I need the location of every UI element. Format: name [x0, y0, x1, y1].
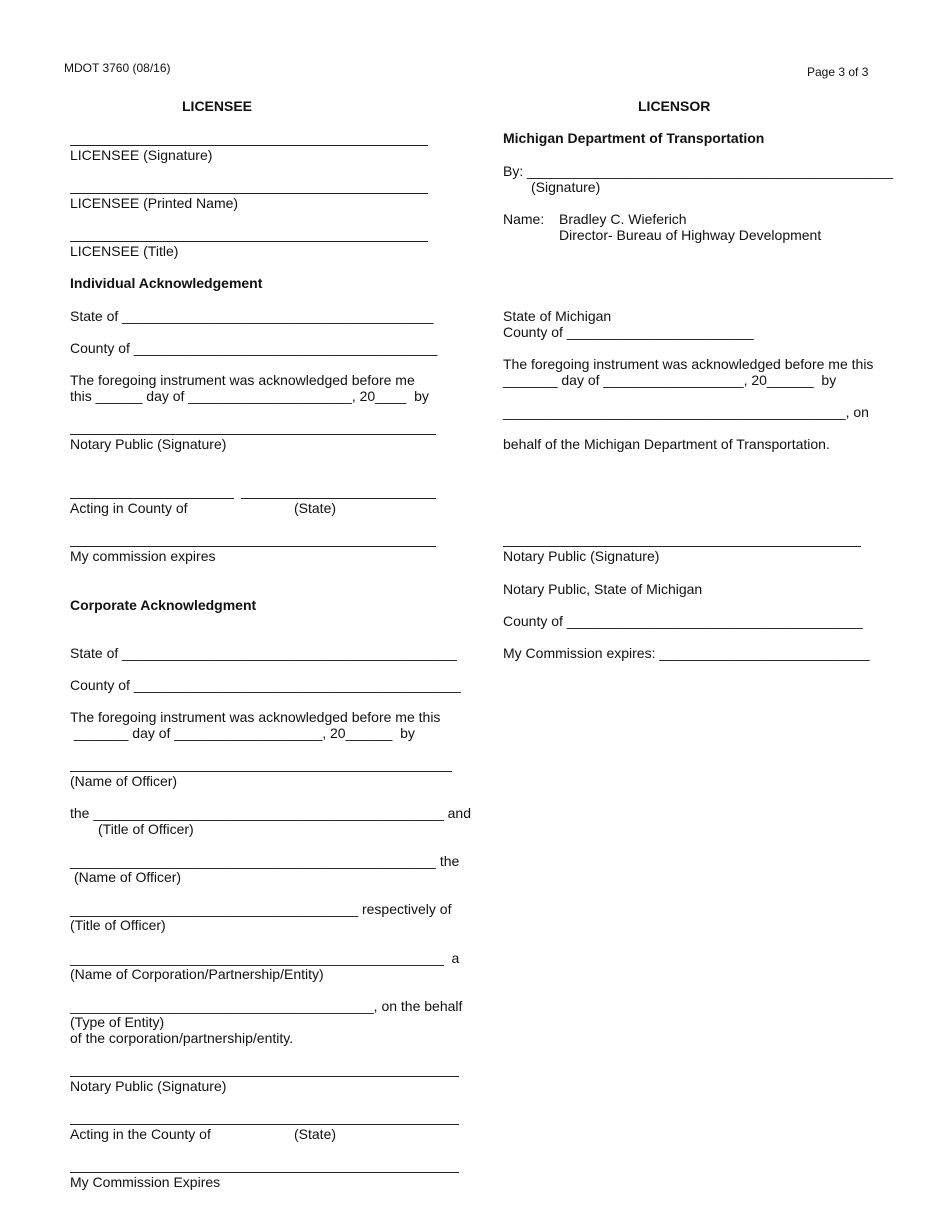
licensee-printed-name-line[interactable] [70, 193, 428, 194]
individual-notary-signature-label: Notary Public (Signature) [70, 436, 227, 452]
licensor-notary-signature-line[interactable] [503, 546, 861, 547]
licensor-acknowledger-field[interactable]: ____________________________________________, on [503, 404, 869, 420]
corporate-second-officer-label: (Name of Officer) [74, 869, 182, 885]
individual-state-field[interactable]: State of ________________________________________ [70, 308, 434, 324]
licensor-heading: LICENSOR [638, 98, 711, 114]
corporate-entity-type-label: (Type of Entity) [70, 1014, 165, 1030]
corporate-second-officer-field[interactable]: _______________________________________________ the [70, 853, 460, 869]
corporate-officer-name-label: (Name of Officer) [70, 773, 178, 789]
licensor-signature-label: (Signature) [531, 179, 601, 195]
individual-acting-county-label: Acting in County of [70, 500, 188, 516]
individual-state-label: (State) [294, 500, 337, 516]
licensor-notary-signature-label: Notary Public (Signature) [503, 548, 660, 564]
corporate-date-field[interactable]: _______ day of ___________________, 20______ by [70, 725, 415, 741]
corporate-commission-line[interactable] [70, 1172, 459, 1173]
corporate-acting-county-line[interactable] [70, 1124, 459, 1125]
corporate-acting-county-label: Acting in the County of [70, 1126, 211, 1142]
corporate-county-field[interactable]: County of __________________________________________ [70, 677, 461, 693]
licensor-county-field[interactable]: County of ________________________ [503, 324, 754, 340]
licensee-signature-label: LICENSEE (Signature) [70, 147, 213, 163]
corporate-acknowledgment-heading: Corporate Acknowledgment [70, 597, 257, 613]
individual-commission-line[interactable] [70, 546, 436, 547]
individual-date-field[interactable]: this ______ day of _____________________, 20____ by [70, 388, 429, 404]
licensor-by-field[interactable]: By: _______________________________________________ [503, 163, 894, 179]
licensor-behalf-text: behalf of the Michigan Department of Transportation. [503, 436, 830, 452]
corporate-foregoing-text: The foregoing instrument was acknowledged before me this [70, 709, 441, 725]
corporate-officer-title-field[interactable]: the _____________________________________________ and [70, 805, 471, 821]
corporate-commission-label: My Commission Expires [70, 1174, 221, 1190]
corporate-officer-name-line[interactable] [70, 771, 452, 772]
individual-notary-signature-line[interactable] [70, 434, 436, 435]
corporate-notary-signature-line[interactable] [70, 1076, 459, 1077]
corporate-notary-signature-label: Notary Public (Signature) [70, 1078, 227, 1094]
corporate-respectively-field[interactable]: _____________________________________ respectively of [70, 901, 452, 917]
individual-acting-county-line[interactable] [70, 498, 234, 499]
corporate-entity-name-label: (Name of Corporation/Partnership/Entity) [70, 966, 324, 982]
licensor-date-field[interactable]: _______ day of __________________, 20______ by [503, 372, 837, 388]
corporate-state-label: (State) [294, 1126, 337, 1142]
licensee-title-label: LICENSEE (Title) [70, 243, 179, 259]
corporate-entity-text: of the corporation/partnership/entity. [70, 1030, 294, 1046]
licensor-foregoing-text: The foregoing instrument was acknowledged before me this [503, 356, 874, 372]
licensor-notary-county-field[interactable]: County of ______________________________________ [503, 613, 863, 629]
licensor-title-value: Director- Bureau of Highway Development [559, 227, 822, 243]
licensor-commission-field[interactable]: My Commission expires: ___________________________ [503, 645, 870, 661]
corporate-state-field[interactable]: State of ___________________________________________ [70, 645, 457, 661]
licensor-department: Michigan Department of Transportation [503, 130, 765, 146]
corporate-officer-title-label: (Title of Officer) [98, 821, 194, 837]
licensee-title-line[interactable] [70, 241, 428, 242]
licensor-notary-state: Notary Public, State of Michigan [503, 581, 703, 597]
licensee-heading: LICENSEE [182, 98, 253, 114]
corporate-second-title-label: (Title of Officer) [70, 917, 166, 933]
licensor-state: State of Michigan [503, 308, 612, 324]
individual-commission-label: My commission expires [70, 548, 216, 564]
licensee-printed-name-label: LICENSEE (Printed Name) [70, 195, 239, 211]
individual-foregoing-text: The foregoing instrument was acknowledged before me [70, 372, 415, 388]
corporate-entity-name-field[interactable]: ________________________________________________ a [70, 950, 460, 966]
individual-county-field[interactable]: County of _______________________________________ [70, 340, 438, 356]
individual-acting-state-line[interactable] [241, 498, 436, 499]
form-id: MDOT 3760 (08/16) [64, 61, 171, 75]
licensor-name-value: Bradley C. Wieferich [559, 211, 687, 227]
corporate-entity-type-field[interactable]: _______________________________________, on the behalf [70, 998, 463, 1014]
licensee-signature-line[interactable] [70, 145, 428, 146]
individual-acknowledgement-heading: Individual Acknowledgement [70, 275, 263, 291]
page-number: Page 3 of 3 [807, 65, 869, 79]
licensor-name-label: Name: [503, 211, 545, 227]
